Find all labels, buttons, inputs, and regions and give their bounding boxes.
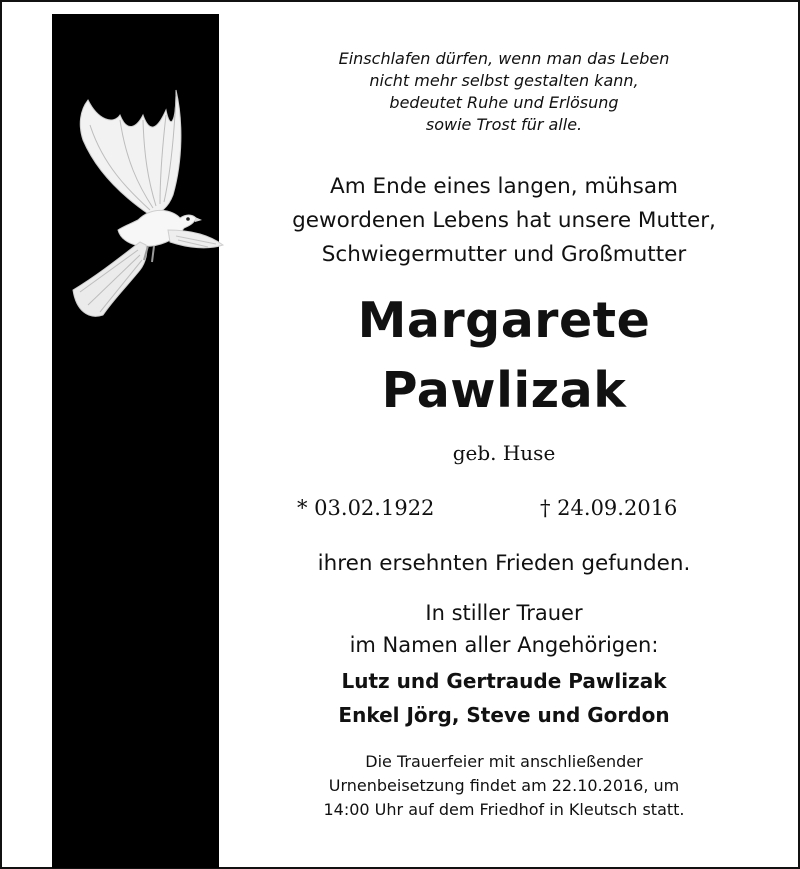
dove-icon xyxy=(58,80,228,350)
first-name: Margarete xyxy=(357,292,651,349)
last-name: Pawlizak xyxy=(381,362,627,419)
family-line: Enkel Jörg, Steve und Gordon xyxy=(338,703,670,727)
motto-line: Einschlafen dürfen, wenn man das Leben xyxy=(338,49,670,68)
intro-line: Am Ende eines langen, mühsam xyxy=(330,174,678,199)
peace-line: ihren ersehnten Frieden gefunden. xyxy=(317,551,691,576)
motto-line: bedeutet Ruhe und Erlösung xyxy=(389,93,619,112)
intro-line: gewordenen Lebens hat unsere Mutter, xyxy=(292,208,716,233)
motto-line: nicht mehr selbst gestalten kann, xyxy=(369,71,639,90)
motto-line: sowie Trost für alle. xyxy=(425,115,583,134)
life-dates xyxy=(230,494,778,524)
family-names xyxy=(230,664,778,732)
mourning-line: In stiller Trauer xyxy=(425,601,583,625)
maiden-name: geb. Huse xyxy=(452,441,556,465)
family-line: Lutz und Gertraude Pawlizak xyxy=(341,669,667,693)
death-date: † 24.09.2016 xyxy=(540,496,678,520)
birth-date: * 03.02.1922 xyxy=(297,496,435,520)
intro-line: Schwiegermutter und Großmutter xyxy=(321,242,687,267)
funeral-line: Die Trauerfeier mit anschließender xyxy=(365,752,643,771)
funeral-line: 14:00 Uhr auf dem Friedhof in Kleutsch statt. xyxy=(323,800,685,819)
funeral-line: Urnenbeisetzung findet am 22.10.2016, um xyxy=(328,776,680,795)
motto-verse xyxy=(230,48,778,136)
obituary-content xyxy=(230,0,778,869)
mourning-text xyxy=(230,597,778,661)
deceased-name xyxy=(230,286,778,426)
funeral-notice xyxy=(230,750,778,822)
intro-text xyxy=(230,170,778,272)
mourning-line: im Namen aller Angehörigen: xyxy=(349,633,659,657)
